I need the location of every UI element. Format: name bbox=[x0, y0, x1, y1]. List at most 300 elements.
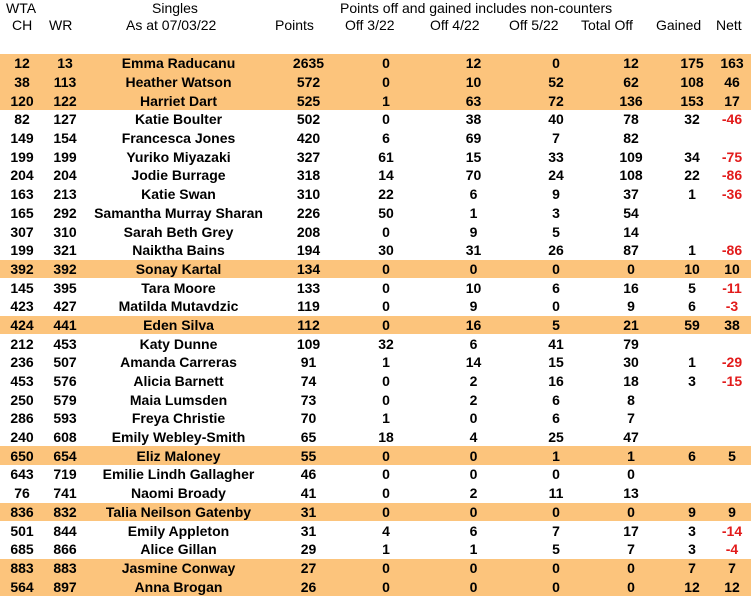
cell-ch: 12 bbox=[0, 54, 44, 73]
cell-name: Katie Boulter bbox=[134, 111, 223, 128]
cell-gained bbox=[671, 465, 713, 484]
cell-ch: 250 bbox=[10, 391, 34, 408]
cell-off3: 0 bbox=[346, 559, 426, 578]
cell-total: 78 bbox=[623, 111, 639, 128]
cell-gained bbox=[671, 428, 713, 447]
cell-off4: 31 bbox=[465, 242, 482, 259]
cell-name: Heather Watson bbox=[86, 73, 271, 92]
cell-off5: 5 bbox=[521, 316, 591, 335]
header-off-3-22: Off 3/22 bbox=[345, 17, 395, 33]
cell-gained bbox=[671, 222, 713, 241]
cell-name: Sarah Beth Grey bbox=[123, 223, 234, 240]
cell-total: 79 bbox=[623, 335, 639, 352]
rankings-table bbox=[0, 54, 751, 596]
cell-off3: 0 bbox=[382, 466, 390, 483]
cell-name: Alicia Barnett bbox=[133, 373, 224, 390]
cell-points: 41 bbox=[300, 485, 317, 502]
cell-points: 70 bbox=[300, 410, 317, 427]
cell-off3: 0 bbox=[382, 223, 390, 240]
cell-gained: 1 bbox=[688, 186, 696, 203]
cell-points: 31 bbox=[300, 522, 317, 539]
cell-points: 2635 bbox=[271, 54, 346, 73]
cell-nett: 163 bbox=[713, 54, 751, 73]
table-row bbox=[0, 297, 751, 316]
cell-off5: 3 bbox=[552, 204, 560, 221]
cell-off4: 0 bbox=[469, 466, 478, 483]
cell-nett: -14 bbox=[721, 522, 743, 539]
cell-nett: -86 bbox=[721, 242, 743, 259]
cell-points: 74 bbox=[300, 373, 317, 390]
cell-off4: 4 bbox=[469, 429, 478, 446]
cell-off5: 6 bbox=[552, 279, 560, 296]
cell-off5: 9 bbox=[552, 186, 560, 203]
cell-gained: 32 bbox=[684, 111, 700, 128]
table-row bbox=[0, 222, 751, 241]
cell-ch: 643 bbox=[10, 466, 34, 483]
cell-name: Yuriko Miyazaki bbox=[126, 148, 231, 165]
cell-name: Emily Webley-Smith bbox=[111, 429, 246, 446]
cell-off4: 70 bbox=[465, 167, 482, 184]
cell-off4: 0 bbox=[469, 410, 478, 427]
table-row bbox=[0, 54, 751, 73]
cell-off4: 6 bbox=[469, 335, 478, 352]
table-row bbox=[0, 260, 751, 279]
cell-nett: 38 bbox=[713, 316, 751, 335]
table-row bbox=[0, 91, 751, 110]
cell-off4: 14 bbox=[465, 354, 482, 371]
cell-points: 194 bbox=[296, 242, 321, 259]
cell-off5: 26 bbox=[548, 242, 564, 259]
cell-ch: 38 bbox=[0, 73, 44, 92]
cell-off5: 0 bbox=[521, 503, 591, 522]
cell-ch: 149 bbox=[10, 130, 34, 147]
cell-off5: 25 bbox=[548, 429, 564, 446]
cell-off3: 61 bbox=[378, 148, 394, 165]
cell-ch: 650 bbox=[0, 446, 44, 465]
cell-gained: 1 bbox=[688, 354, 696, 371]
cell-wr: 576 bbox=[53, 373, 77, 390]
cell-off4: 1 bbox=[469, 204, 478, 221]
cell-name: Sonay Kartal bbox=[86, 260, 271, 279]
cell-name: Talia Neilson Gatenby bbox=[86, 503, 271, 522]
cell-wr: 292 bbox=[53, 204, 77, 221]
cell-total: 16 bbox=[623, 279, 639, 296]
cell-total: 0 bbox=[591, 503, 671, 522]
cell-off3: 0 bbox=[346, 446, 426, 465]
table-row bbox=[0, 503, 751, 522]
cell-off3: 0 bbox=[346, 503, 426, 522]
cell-off3: 1 bbox=[346, 91, 426, 110]
cell-name: Jodie Burrage bbox=[131, 167, 226, 184]
cell-ch: 236 bbox=[10, 354, 34, 371]
cell-nett: 17 bbox=[713, 91, 751, 110]
cell-off3: 22 bbox=[378, 186, 394, 203]
cell-off3: 0 bbox=[346, 73, 426, 92]
cell-total: 30 bbox=[623, 354, 639, 371]
cell-name: Harriet Dart bbox=[86, 91, 271, 110]
cell-wr: 719 bbox=[53, 466, 77, 483]
cell-points: 134 bbox=[271, 260, 346, 279]
cell-off5: 41 bbox=[548, 335, 564, 352]
cell-off4: 0 bbox=[426, 559, 521, 578]
cell-wr: 832 bbox=[44, 503, 86, 522]
header-gained: Gained bbox=[656, 17, 702, 33]
table-row bbox=[0, 353, 751, 372]
cell-gained: 153 bbox=[671, 91, 713, 110]
cell-total: 0 bbox=[627, 466, 635, 483]
cell-off3: 30 bbox=[378, 242, 394, 259]
cell-nett: -36 bbox=[721, 186, 743, 203]
header-ch: CH bbox=[12, 17, 33, 33]
cell-wr: 392 bbox=[44, 260, 86, 279]
cell-ch: 163 bbox=[10, 186, 34, 203]
table-row bbox=[0, 521, 751, 540]
cell-off4: 2 bbox=[469, 391, 478, 408]
cell-total: 87 bbox=[623, 242, 639, 259]
cell-name: Eliz Maloney bbox=[86, 446, 271, 465]
cell-name: Emma Raducanu bbox=[86, 54, 271, 73]
cell-off3: 14 bbox=[378, 167, 394, 184]
cell-wr: 608 bbox=[53, 429, 77, 446]
cell-off4: 0 bbox=[426, 260, 521, 279]
cell-gained: 3 bbox=[688, 522, 696, 539]
cell-off5: 0 bbox=[521, 54, 591, 73]
table-row bbox=[0, 204, 751, 223]
cell-name: Alice Gillan bbox=[140, 541, 217, 558]
cell-wr: 579 bbox=[53, 391, 77, 408]
cell-ch: 76 bbox=[14, 485, 30, 502]
cell-name: Naomi Broady bbox=[131, 485, 226, 502]
cell-total: 47 bbox=[623, 429, 639, 446]
table-row bbox=[0, 409, 751, 428]
table-row bbox=[0, 110, 751, 129]
cell-off5: 0 bbox=[552, 466, 560, 483]
cell-total: 0 bbox=[591, 559, 671, 578]
cell-off3: 50 bbox=[378, 204, 394, 221]
cell-points: 46 bbox=[300, 466, 317, 483]
cell-ch: 307 bbox=[10, 223, 34, 240]
cell-nett: 7 bbox=[713, 559, 751, 578]
cell-wr: 122 bbox=[44, 91, 86, 110]
cell-off5: 5 bbox=[552, 541, 560, 558]
cell-nett: -86 bbox=[721, 167, 743, 184]
cell-ch: 120 bbox=[0, 91, 44, 110]
cell-nett: -3 bbox=[725, 298, 739, 315]
cell-gained bbox=[671, 390, 713, 409]
header-off-5-22: Off 5/22 bbox=[509, 17, 559, 33]
cell-nett bbox=[713, 129, 751, 148]
cell-wr: 204 bbox=[53, 167, 77, 184]
table-row bbox=[0, 129, 751, 148]
cell-wr: 310 bbox=[53, 223, 77, 240]
cell-points: 226 bbox=[296, 204, 321, 221]
cell-gained bbox=[671, 334, 713, 353]
cell-total: 0 bbox=[591, 577, 671, 596]
cell-name: Tara Moore bbox=[141, 279, 216, 296]
cell-off4: 10 bbox=[465, 279, 482, 296]
cell-nett: 12 bbox=[713, 577, 751, 596]
cell-off3: 18 bbox=[378, 429, 394, 446]
cell-ch: 199 bbox=[10, 148, 34, 165]
table-row bbox=[0, 278, 751, 297]
cell-points: 119 bbox=[297, 298, 320, 315]
cell-gained bbox=[671, 129, 713, 148]
table-row bbox=[0, 484, 751, 503]
cell-ch: 204 bbox=[10, 167, 34, 184]
cell-ch: 836 bbox=[0, 503, 44, 522]
cell-points: 55 bbox=[271, 446, 346, 465]
header-total-off: Total Off bbox=[581, 17, 633, 33]
cell-gained: 22 bbox=[684, 167, 700, 184]
cell-points: 133 bbox=[296, 279, 321, 296]
cell-off5: 40 bbox=[548, 111, 564, 128]
cell-off5: 72 bbox=[521, 91, 591, 110]
cell-off5: 11 bbox=[548, 485, 564, 502]
cell-wr: 883 bbox=[44, 559, 86, 578]
cell-wr: 127 bbox=[53, 111, 77, 128]
cell-off4: 9 bbox=[469, 298, 478, 315]
table-header bbox=[0, 0, 751, 52]
cell-ch: 286 bbox=[10, 410, 34, 427]
cell-total: 37 bbox=[623, 186, 639, 203]
cell-total: 0 bbox=[591, 260, 671, 279]
cell-ch: 199 bbox=[10, 242, 34, 259]
cell-points: 91 bbox=[300, 354, 317, 371]
cell-ch: 685 bbox=[10, 541, 34, 558]
cell-off3: 0 bbox=[382, 279, 390, 296]
cell-name: Matilda Mutavdzic bbox=[118, 298, 239, 315]
table-row bbox=[0, 73, 751, 92]
cell-off3: 1 bbox=[382, 410, 390, 427]
cell-nett bbox=[713, 484, 751, 503]
cell-name: Eden Silva bbox=[86, 316, 271, 335]
cell-ch: 424 bbox=[0, 316, 44, 335]
cell-points: 318 bbox=[296, 167, 321, 184]
cell-ch: 240 bbox=[10, 429, 34, 446]
cell-off3: 1 bbox=[382, 354, 390, 371]
cell-points: 73 bbox=[300, 391, 317, 408]
cell-nett bbox=[713, 334, 751, 353]
cell-name: Katy Dunne bbox=[139, 335, 218, 352]
cell-off3: 0 bbox=[346, 54, 426, 73]
cell-ch: 564 bbox=[0, 577, 44, 596]
cell-wr: 897 bbox=[44, 577, 86, 596]
cell-wr: 453 bbox=[53, 335, 77, 352]
cell-gained: 3 bbox=[688, 373, 696, 390]
cell-name: Jasmine Conway bbox=[86, 559, 271, 578]
cell-off4: 2 bbox=[469, 485, 478, 502]
cell-nett bbox=[713, 390, 751, 409]
cell-points: 502 bbox=[296, 111, 321, 128]
cell-name: Freya Christie bbox=[131, 410, 226, 427]
cell-total: 108 bbox=[619, 167, 643, 184]
cell-off5: 5 bbox=[552, 223, 560, 240]
cell-off4: 0 bbox=[426, 577, 521, 596]
table-row bbox=[0, 446, 751, 465]
cell-name: Anna Brogan bbox=[86, 577, 271, 596]
cell-total: 1 bbox=[591, 446, 671, 465]
cell-off3: 32 bbox=[378, 335, 394, 352]
cell-off4: 0 bbox=[426, 446, 521, 465]
cell-total: 62 bbox=[591, 73, 671, 92]
table-row bbox=[0, 577, 751, 596]
cell-wr: 741 bbox=[53, 485, 77, 502]
cell-total: 109 bbox=[619, 148, 643, 165]
cell-off4: 6 bbox=[469, 522, 478, 539]
cell-total: 12 bbox=[591, 54, 671, 73]
cell-wr: 844 bbox=[53, 522, 77, 539]
cell-nett bbox=[713, 409, 751, 428]
header-nett: Nett bbox=[716, 17, 742, 33]
cell-off5: 7 bbox=[552, 130, 560, 147]
cell-off4: 10 bbox=[426, 73, 521, 92]
cell-off5: 16 bbox=[548, 373, 564, 390]
cell-off4: 63 bbox=[426, 91, 521, 110]
cell-off3: 0 bbox=[382, 373, 390, 390]
cell-off3: 6 bbox=[382, 130, 390, 147]
cell-name: Samantha Murray Sharan bbox=[94, 204, 263, 221]
cell-points: 29 bbox=[300, 541, 317, 558]
cell-gained: 10 bbox=[671, 260, 713, 279]
cell-off5: 33 bbox=[548, 148, 564, 165]
cell-off5: 0 bbox=[521, 559, 591, 578]
cell-wr: 866 bbox=[53, 541, 77, 558]
cell-total: 8 bbox=[627, 391, 635, 408]
cell-gained: 175 bbox=[671, 54, 713, 73]
cell-off5: 7 bbox=[552, 522, 560, 539]
cell-off5: 1 bbox=[521, 446, 591, 465]
cell-ch: 883 bbox=[0, 559, 44, 578]
table-row bbox=[0, 465, 751, 484]
cell-off3: 0 bbox=[346, 316, 426, 335]
cell-total: 7 bbox=[627, 541, 635, 558]
cell-off5: 0 bbox=[552, 298, 560, 315]
table-row bbox=[0, 185, 751, 204]
cell-off5: 24 bbox=[548, 167, 564, 184]
table-row bbox=[0, 316, 751, 335]
cell-off3: 0 bbox=[382, 298, 390, 315]
cell-wr: 395 bbox=[53, 279, 77, 296]
cell-ch: 212 bbox=[10, 335, 34, 352]
cell-wr: 113 bbox=[44, 73, 86, 92]
cell-ch: 392 bbox=[0, 260, 44, 279]
cell-nett bbox=[713, 204, 751, 223]
cell-points: 208 bbox=[296, 223, 321, 240]
header-wta: WTA bbox=[6, 0, 37, 16]
cell-total: 9 bbox=[627, 298, 635, 315]
cell-points: 327 bbox=[296, 148, 321, 165]
header-points-note: Points off and gained includes non-counters bbox=[340, 0, 613, 16]
cell-wr: 427 bbox=[53, 298, 77, 315]
cell-gained: 59 bbox=[671, 316, 713, 335]
cell-nett: 46 bbox=[713, 73, 751, 92]
cell-ch: 423 bbox=[10, 298, 34, 315]
header-singles: Singles bbox=[152, 0, 198, 16]
cell-total: 7 bbox=[627, 410, 635, 427]
cell-nett: -11 bbox=[722, 279, 742, 296]
cell-points: 525 bbox=[271, 91, 346, 110]
cell-off5: 15 bbox=[548, 354, 564, 371]
cell-wr: 154 bbox=[53, 130, 77, 147]
cell-wr: 507 bbox=[53, 354, 77, 371]
cell-total: 54 bbox=[623, 204, 639, 221]
cell-nett: -15 bbox=[721, 373, 743, 390]
table-row bbox=[0, 559, 751, 578]
cell-off3: 0 bbox=[382, 111, 390, 128]
cell-nett: -4 bbox=[725, 541, 739, 558]
cell-off4: 69 bbox=[465, 130, 482, 147]
cell-gained: 3 bbox=[688, 541, 696, 558]
cell-nett: 10 bbox=[713, 260, 751, 279]
cell-off4: 1 bbox=[469, 541, 478, 558]
header-points: Points bbox=[275, 17, 314, 33]
cell-off5: 0 bbox=[521, 260, 591, 279]
cell-nett: -75 bbox=[721, 148, 743, 165]
cell-off4: 12 bbox=[426, 54, 521, 73]
cell-nett: -29 bbox=[721, 354, 743, 371]
cell-off5: 6 bbox=[552, 391, 560, 408]
cell-total: 14 bbox=[623, 223, 639, 240]
cell-total: 21 bbox=[591, 316, 671, 335]
cell-total: 136 bbox=[591, 91, 671, 110]
cell-ch: 501 bbox=[10, 522, 34, 539]
cell-points: 26 bbox=[271, 577, 346, 596]
cell-name: Amanda Carreras bbox=[120, 354, 237, 371]
cell-points: 31 bbox=[271, 503, 346, 522]
cell-gained: 108 bbox=[671, 73, 713, 92]
cell-ch: 453 bbox=[10, 373, 34, 390]
cell-points: 420 bbox=[296, 130, 321, 147]
cell-off4: 38 bbox=[465, 111, 482, 128]
header-wr: WR bbox=[49, 17, 73, 33]
cell-off3: 0 bbox=[382, 485, 390, 502]
cell-gained bbox=[671, 484, 713, 503]
cell-wr: 213 bbox=[53, 186, 77, 203]
cell-nett: 5 bbox=[713, 446, 751, 465]
table-body bbox=[0, 54, 751, 596]
cell-points: 27 bbox=[271, 559, 346, 578]
cell-gained bbox=[671, 409, 713, 428]
cell-name: Francesca Jones bbox=[121, 130, 236, 147]
cell-off3: 0 bbox=[346, 260, 426, 279]
cell-off5: 0 bbox=[521, 577, 591, 596]
table-row bbox=[0, 390, 751, 409]
cell-ch: 145 bbox=[10, 279, 34, 296]
table-row bbox=[0, 540, 751, 559]
header-off-4-22: Off 4/22 bbox=[430, 17, 480, 33]
cell-gained bbox=[671, 204, 713, 223]
cell-wr: 441 bbox=[44, 316, 86, 335]
cell-total: 18 bbox=[623, 373, 639, 390]
table-row bbox=[0, 334, 751, 353]
cell-points: 310 bbox=[296, 186, 321, 203]
cell-gained: 6 bbox=[671, 446, 713, 465]
cell-points: 572 bbox=[271, 73, 346, 92]
cell-total: 13 bbox=[623, 485, 639, 502]
cell-gained: 12 bbox=[671, 577, 713, 596]
cell-off4: 16 bbox=[426, 316, 521, 335]
cell-name: Maia Lumsden bbox=[129, 391, 228, 408]
table-row bbox=[0, 428, 751, 447]
cell-nett bbox=[713, 222, 751, 241]
cell-gained: 5 bbox=[688, 279, 696, 296]
cell-total: 82 bbox=[623, 130, 639, 147]
cell-ch: 165 bbox=[10, 204, 34, 221]
cell-points: 65 bbox=[300, 429, 317, 446]
cell-gained: 9 bbox=[671, 503, 713, 522]
cell-wr: 13 bbox=[44, 54, 86, 73]
cell-wr: 199 bbox=[53, 148, 77, 165]
